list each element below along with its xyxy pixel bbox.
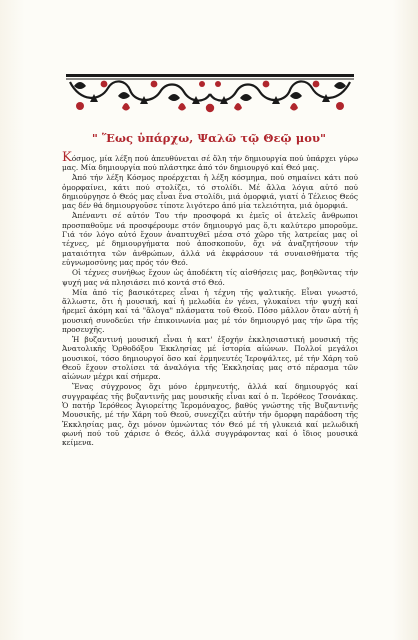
paragraph-text: όσμος, μία λέξη πού ἀπευθύνεται σέ ὅλη τήν δημιουργία πού ὑπάρχει γύρω μας. Μία δημιουργία πού πλάστηκε ἀπό τόν δημιουργό καί Θεό μας. xyxy=(62,154,358,173)
body-text xyxy=(62,150,358,448)
floral-headpiece-icon xyxy=(60,72,360,116)
paragraph xyxy=(62,150,358,173)
page-title: " Ἕως ὑπάρχω, Ψαλῶ τῷ Θεῷ μου" xyxy=(91,131,327,145)
paragraph: Ἀπό τήν λέξη Κόσμος προέρχεται ἡ λέξη κόσμημα, πού σημαίνει κάτι πού ὀμορφαίνει, κάτι πού στολίζει, τό στολίδι. Μέ ἄλλα λόγια αὐτό πού δημιούργησε ὁ Θεός μας εἶναι ἕνα στολίδι, μιά ὀμορφιά, γιατί ὁ Τέλειος Θεός μας δέν θά δημιουργοῦσε τίποτε λιγότερο ἀπό μία τελειότητα, μιά ὀμορφιά. xyxy=(62,173,358,211)
paragraph: Μία ἀπό τίς βασικότερες εἶναι ἡ τέχνη τῆς ψαλτικῆς. Εἶναι γνωστό, ἄλλωστε, ὅτι ἡ μουσική, καί ἡ μελωδία ἐν γένει, γλυκαίνει τήν ψυχή καί ἠρεμεῖ ἀκόμη καί τά "ἄλογα" πλάσματα τοῦ Θεοῦ. Πόσο μᾶλλον ὅταν αὐτή ἡ μουσική συνοδεύει τήν ἐπικοινωνία μας μέ τόν δημιουργό μας τήν ὥρα τῆς προσευχῆς. xyxy=(62,287,358,334)
paragraph: Ἕνας σύγχρονος ὄχι μόνο ἑρμηνευτής, ἀλλά καί δημιουργός καί συγγραφέας τῆς βυζαντινῆς μας μουσικῆς εἶναι καί ὁ π. Ἱερόθεος Τσονάκας. Ὁ πατήρ Ἱερόθεος Ἁγιορείτης Ἱερομόναχος, βαθύς γνώστης τῆς Βυζαντινῆς Μουσικῆς, μέ τήν Χάρη τοῦ Θεοῦ, συνεχίζει αὐτήν τήν ὄμορφη παράδοση τῆς Ἐκκλησίας μας, ὄχι μόνον ὑμνώντας τόν Θεό μέ τή γλυκειά καί μελωδική φωνή πού τοῦ χάρισε ὁ Θεός, ἀλλά συγγράφοντας καί ὁ ἴδιος μουσικά κείμενα. xyxy=(62,382,358,448)
drop-cap: Κ xyxy=(62,150,72,165)
paragraph: Οἱ τέχνες συνήθως ἔχουν ὡς ἀποδέκτη τίς αἰσθήσεις μας, βοηθῶντας τήν ψυχή μας νά πλησιάσει πιό κοντά στό Θεό. xyxy=(62,268,358,287)
paragraph: Ἀπέναντι σέ αὐτόν Του τήν προσφορά κι ἐμεῖς οἱ ἀτελεῖς ἄνθρωποι προσπαθοῦμε νά προσφέρουμε στόν δημιουργό μας ὅ,τι καλύτερο μποροῦμε. Γιά τόν λόγο αὐτό ἔχουν ἀναπτυχθεῖ μέσα στό χῶρο τῆς λατρείας μας οἱ τέχνες, μέ δημιουργήματα πού ἀποσκοποῦν, ὄχι νά ἀναζητήσουν τήν ματαιότητα τῶν ἀνθρώπων, ἀλλά νά ἐκφράσουν τά συναισθήματα τῆς εὐγνωμοσύνης μας πρός τόν Θεό. xyxy=(62,211,358,268)
paragraph: Ἡ βυζαντινή μουσική εἶναι ἡ κατ' ἐξοχήν ἐκκλησιαστική μουσική τῆς Ἀνατολικῆς Ὀρθοδόξου Ἐκκλησίας μέ ἱστορία αἰώνων. Πολλοί μεγάλοι μουσικοί, τόσο δημιουργοί ὅσο καί ἑρμηνευτές Ἱεροψάλτες, μέ τήν Χάρη τοῦ Θεοῦ ἔχουν στολίσει τά ἀναλόγια τῆς Ἐκκλησίας μας στό πέρασμα τῶν αἰώνων μέχρι καί σήμερα. xyxy=(62,334,358,382)
